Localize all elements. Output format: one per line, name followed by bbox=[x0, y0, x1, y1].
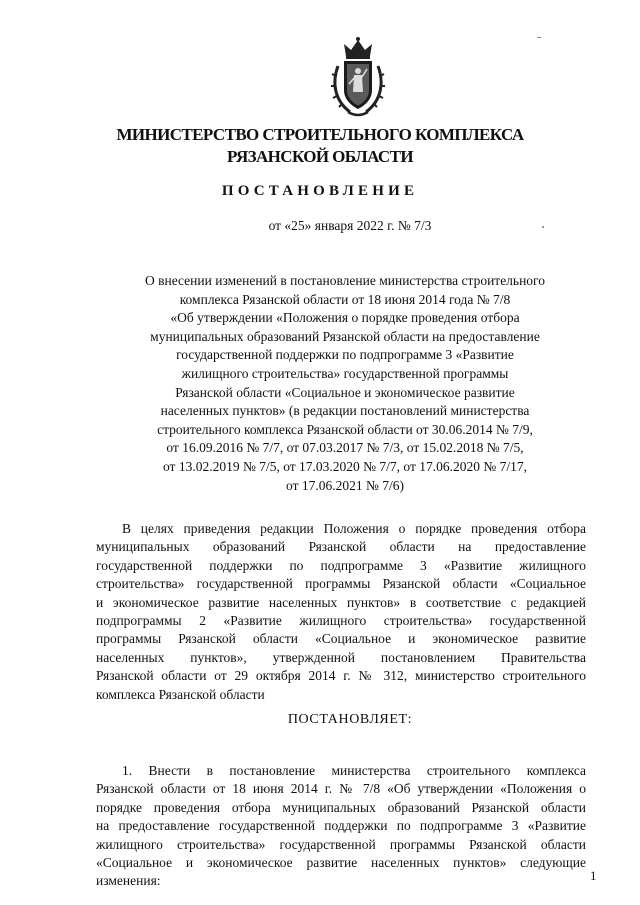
paragraph-line: В целях приведения редакции Положения о порядке проведения отбора bbox=[122, 521, 586, 536]
subject-line: О внесении изменений в постановление министерства строительного bbox=[144, 273, 546, 288]
paragraph-line: государственной поддержки по подпрограмме 3 «Развитие жилищного bbox=[96, 557, 586, 573]
paragraph-line: комплекса Рязанской области bbox=[96, 686, 265, 702]
document-date-number: от «25» января 2022 г. № 7/3 bbox=[268, 218, 432, 233]
subject-line: от 17.06.2021 № 7/6) bbox=[286, 477, 404, 493]
document-subject bbox=[110, 272, 580, 495]
paragraph-line: «Социальное и экономическое развитие населенных пунктов» следующие bbox=[96, 855, 586, 871]
paragraph-line: порядке проведения отбора муниципальных образований Рязанской области bbox=[96, 799, 586, 815]
paragraph-line: 1. Внести в постановление министерства строительного комплекса bbox=[122, 763, 586, 778]
subject-line: от 13.02.2019 № 7/5, от 17.03.2020 № 7/7, от 17.06.2020 № 7/17, bbox=[162, 458, 528, 474]
paragraph-line: муниципальных образований Рязанской области на предоставление bbox=[96, 539, 586, 555]
paragraph-line: подпрограммы 2 «Развитие жилищного строительства» государственной bbox=[96, 613, 586, 629]
preamble-paragraph bbox=[96, 520, 586, 704]
ministry-title-line: РЯЗАНСКОЙ ОБЛАСТИ bbox=[227, 147, 413, 166]
resolves-heading: ПОСТАНОВЛЯЕТ: bbox=[287, 712, 413, 727]
subject-line: строительного комплекса Рязанской области от 30.06.2014 № 7/9, bbox=[157, 421, 533, 437]
subject-line: Рязанской области «Социальное и экономическое развитие bbox=[175, 384, 515, 400]
subject-line: населенных пунктов» (в редакции постановлений министерства bbox=[160, 403, 530, 419]
paragraph-line: жилищного строительства» государственной программы Рязанской области bbox=[96, 836, 586, 852]
subject-line: «Об утверждении «Положения о порядке проведения отбора bbox=[170, 310, 520, 326]
paragraph-line: программы Рязанской области «Социальное и экономическое развитие bbox=[96, 631, 586, 647]
paragraph-line: Рязанской области от 29 октября 2014 г. № 312, министерство строительного bbox=[96, 668, 586, 684]
ministry-title bbox=[0, 124, 640, 168]
ministry-title-line: МИНИСТЕРСТВО СТРОИТЕЛЬНОГО КОМПЛЕКСА bbox=[116, 125, 524, 144]
clause-1-paragraph bbox=[96, 762, 586, 891]
subject-line: государственной поддержки по подпрограмме 3 «Развитие bbox=[176, 347, 514, 363]
subject-line: муниципальных образований Рязанской области на предоставление bbox=[150, 328, 540, 344]
document-type: ПОСТАНОВЛЕНИЕ bbox=[221, 183, 419, 199]
scan-speck bbox=[537, 37, 541, 38]
paragraph-line: населенных пунктов», утвержденной постановлением Правительства bbox=[96, 649, 586, 665]
page-number: 1 bbox=[590, 868, 597, 883]
coat-of-arms-emblem bbox=[328, 36, 388, 120]
paragraph-line: строительства» государственной программы Рязанской области «Социальное bbox=[96, 576, 586, 592]
subject-line: от 16.09.2016 № 7/7, от 07.03.2017 № 7/3, от 15.02.2018 № 7/5, bbox=[166, 440, 524, 456]
paragraph-line: Рязанской области от 18 июня 2014 г. № 7/8 «Об утверждении «Положения о bbox=[96, 781, 586, 797]
paragraph-line: и экономическое развитие населенных пунктов» в соответствие с редакцией bbox=[96, 594, 586, 610]
paragraph-line: на предоставление государственной поддержки по подпрограмме 3 «Развитие bbox=[96, 818, 586, 834]
subject-line: комплекса Рязанской области от 18 июня 2014 года № 7/8 bbox=[179, 291, 511, 307]
paragraph-line: изменения: bbox=[96, 873, 161, 889]
subject-line: жилищного строительства» государственной программы bbox=[181, 365, 509, 381]
